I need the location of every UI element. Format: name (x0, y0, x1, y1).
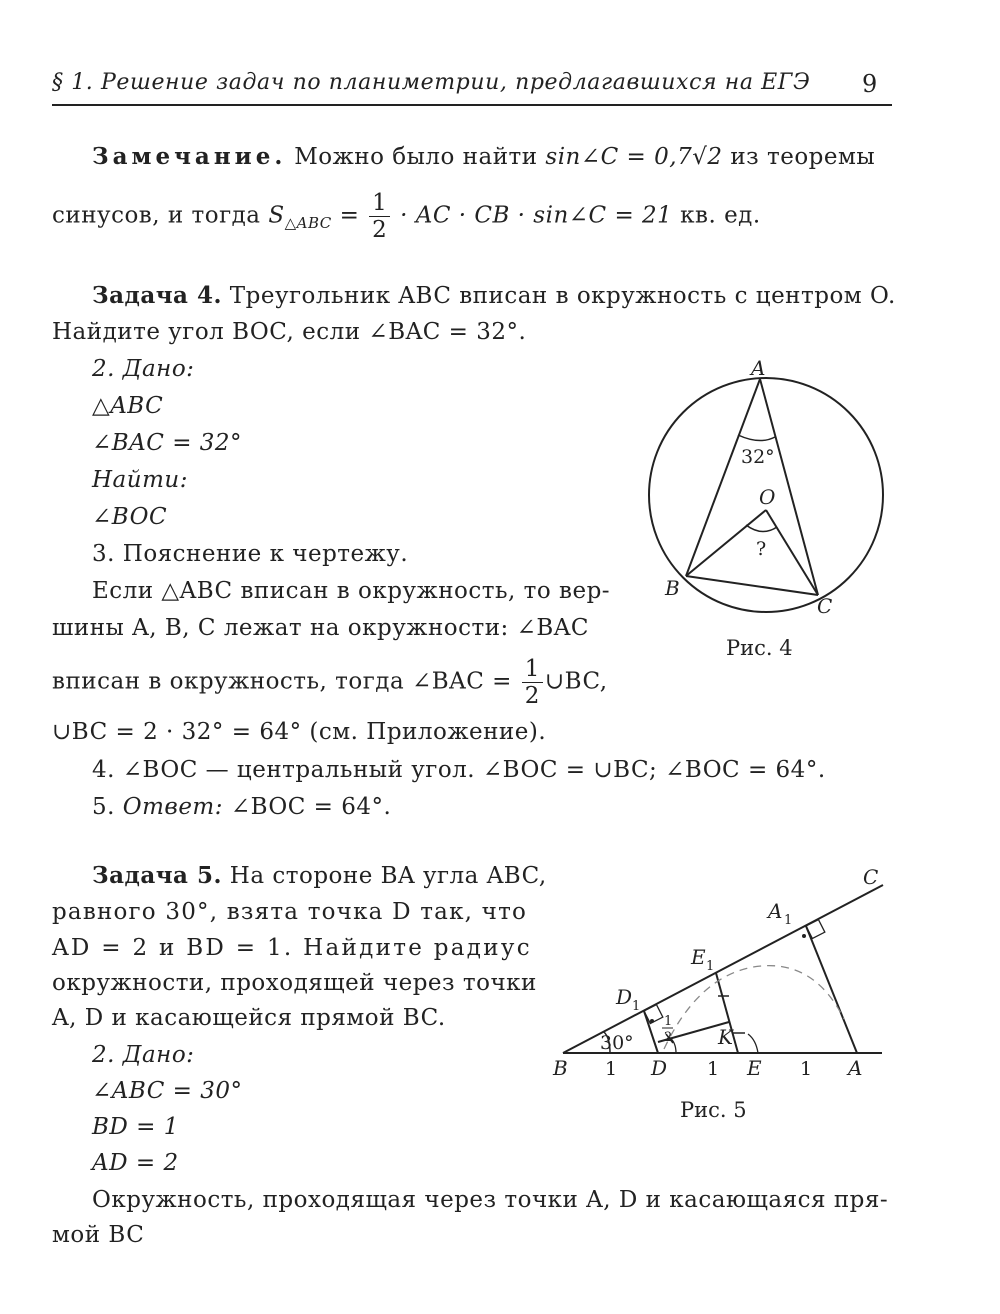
task4-explanation-3a: вписан в окружность, тогда ∠BAC = (52, 668, 512, 695)
task5-tail-2: мой BC (52, 1222, 145, 1248)
segment-label-bd: 1 (605, 1058, 618, 1080)
fraction-denominator: 2 (372, 217, 388, 243)
half-fraction (369, 190, 390, 243)
label-a: A (751, 356, 766, 380)
task4-fraction-numerator: 1 (522, 656, 543, 683)
task4-explanation-3b: ∪BC, (544, 668, 608, 695)
label-e5: E (747, 1056, 762, 1080)
task4-given-2: ∠BAC = 32° (92, 430, 243, 456)
task4-explanation-1: Если △ABC вписан в окружность, то вер- (92, 578, 611, 604)
task5-given-1: ∠ABC = 30° (92, 1078, 243, 1104)
label-c: C (817, 594, 833, 618)
running-header: § 1. Решение задач по планиметрии, предлагавшихся на ЕГЭ (52, 70, 811, 95)
task4-half-fraction (522, 656, 543, 709)
task4-explanation-2: шины A, B, C лежат на окружности: ∠BAC (52, 615, 589, 641)
task4-step5-label: 5. (92, 794, 115, 820)
task4-explanation-4: ∪BC = 2 · 32° = 64° (см. Приложение). (52, 719, 547, 745)
unknown-angle-label: ? (756, 538, 767, 560)
page-number: 9 (862, 70, 878, 98)
label-d1: D (616, 985, 633, 1009)
perp-a-a1 (806, 926, 857, 1053)
task4-given-1: △ABC (92, 393, 164, 419)
remark-line-2 (52, 190, 761, 243)
task5-statement-3: AD = 2 и BD = 1. Найдите радиус (52, 935, 532, 961)
area-unit: кв. ед. (680, 202, 761, 229)
figure-4 (640, 355, 900, 635)
label-d5: D (651, 1056, 668, 1080)
label-a1-sub: 1 (784, 913, 793, 928)
label-b5: B (553, 1056, 568, 1080)
angle-arc-a (738, 435, 775, 441)
task5-statement-4: окружности, проходящей через точки (52, 970, 537, 996)
angle-label: 32° (741, 446, 775, 468)
task4-given-label: 2. Дано: (92, 356, 195, 382)
area-equals: = (339, 202, 360, 229)
task4-step-4: 4. ∠BOC — центральный угол. ∠BOC = ∪BC; ∠BOC = 64°. (92, 757, 826, 783)
label-c5: C (863, 865, 879, 889)
task4-answer-word: Ответ: (122, 794, 223, 820)
right-angle-dot-d1 (650, 1019, 654, 1023)
perp-d-d1 (644, 1011, 658, 1053)
remark-line-1 (92, 143, 875, 171)
half-label-numerator: 1 (664, 1014, 673, 1029)
task4-find-1: ∠BOC (92, 504, 168, 530)
task5-tail-1: Окружность, проходящая через точки A, D и касающаяся пря- (92, 1187, 889, 1213)
task5-statement-1 (92, 862, 547, 890)
task4-find-label: Найти: (92, 467, 188, 493)
label-d1-sub: 1 (632, 999, 641, 1014)
area-subscript: △ABC (284, 214, 332, 233)
angle-arc-e (748, 1034, 758, 1053)
header-rule (52, 104, 892, 106)
remark-sin-expression: sin∠C = 0,7√2 (545, 144, 723, 170)
figure-5 (548, 862, 898, 1092)
task5-label: Задача 5. (92, 862, 222, 889)
task4-explanation-3 (52, 656, 608, 709)
remark-text: Можно было найти (294, 144, 538, 170)
task5-given-2: BD = 1 (92, 1114, 179, 1140)
task4-statement-2: Найдите угол BOC, если ∠BAC = 32°. (52, 319, 527, 345)
label-e1-sub: 1 (706, 959, 715, 974)
remark-tail: из теоремы (730, 144, 876, 170)
area-formula: · AC · CB · sin∠C = 21 (400, 202, 673, 229)
task5-statement-2: равного 30°, взята точка D так, что (52, 899, 528, 925)
task4-step-5 (92, 793, 391, 821)
dashed-arc (664, 966, 844, 1049)
radius-oc (766, 510, 818, 595)
remark-line2-text: синусов, и тогда (52, 202, 261, 229)
fraction-numerator: 1 (369, 190, 390, 217)
angle-30-label: 30° (600, 1032, 634, 1054)
figure-4-caption: Рис. 4 (726, 636, 793, 660)
task4-text-1: Треугольник ABC вписан в окружность с центром O. (229, 283, 896, 309)
angle-arc-o (746, 525, 777, 532)
label-a1: A (768, 899, 783, 923)
task4-answer-value: ∠BOC = 64°. (230, 794, 392, 820)
label-a5: A (848, 1056, 863, 1080)
task5-statement-5: A, D и касающейся прямой BC. (52, 1005, 446, 1031)
segment-label-de: 1 (707, 1058, 720, 1080)
label-o: O (759, 485, 776, 509)
task4-explanation-title: 3. Пояснение к чертежу. (92, 541, 409, 567)
label-e1: E (691, 945, 706, 969)
half-label-denominator: 2 (664, 1030, 673, 1045)
task5-text-1: На стороне BA угла ABC, (229, 863, 547, 889)
label-b: B (665, 576, 680, 600)
label-k: K (718, 1025, 733, 1049)
task4-label: Задача 4. (92, 282, 222, 309)
right-angle-dot-a1 (802, 934, 806, 938)
remark-label: Замечание. (92, 143, 287, 170)
task4-statement-1 (92, 282, 896, 310)
side-bc (686, 576, 818, 595)
task4-fraction-denominator: 2 (524, 683, 540, 709)
task5-given-label: 2. Дано: (92, 1042, 195, 1068)
segment-label-ea: 1 (800, 1058, 813, 1080)
area-symbol: S (268, 202, 285, 229)
task5-given-3: AD = 2 (92, 1150, 179, 1176)
figure-5-caption: Рис. 5 (680, 1098, 747, 1122)
